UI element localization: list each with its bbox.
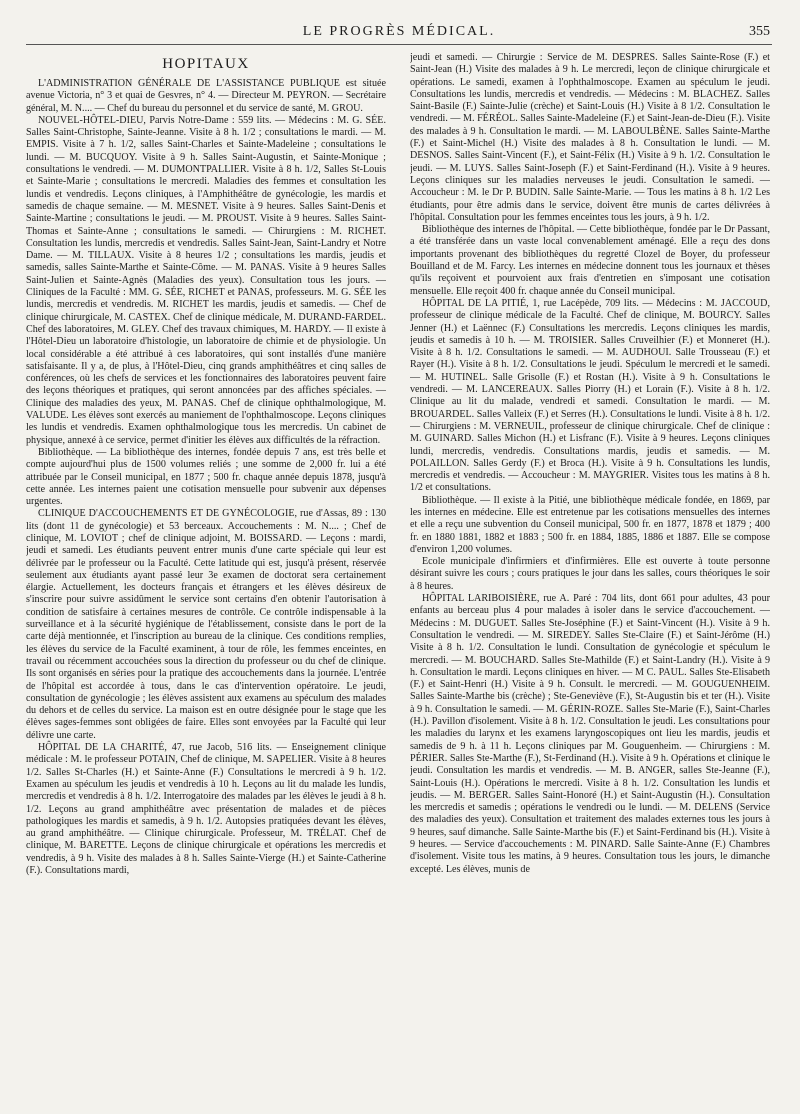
left-column bbox=[26, 52, 386, 1104]
journal-title: LE PROGRÈS MÉDICAL. bbox=[302, 24, 496, 39]
right-column bbox=[410, 52, 770, 1104]
running-head bbox=[26, 22, 772, 45]
page-number: 355 bbox=[749, 24, 770, 39]
paragraph-hopital-charite: HÔPITAL DE LA CHARITÉ, 47, rue Jacob, 516 lits. — Enseignement clinique médicale : M. le professeur POTAIN, Chef de clinique, M. SAPELIER. Visite à 8 heures 1/2. Salles St-Charles (H.) et Sainte-Anne (F.) Consultations le mercredi à 9 h. 1/2. Examen au spéculum les jeudis et vendredis à 10 h. Leçons au lit du malade les lundis, mercredis et vendredis à 8 h. 1/2. Interrogatoire des malades par les élèves le jeudi à 8 h. 1/2. Leçons au grand amphithéâtre avec présentation de malades et de pièces pathologiques les mardis et samedis, à 9 h. 1/2. Autopsies pratiquées devant les élèves, au grand amphithéâtre. — Clinique chirurgicale. Professeur, M. TRÉLAT. Chef de clinique, M. BARETTE. Leçons de clinique chirurgicale et opérations les mercredis et vendredis, à 9 h. Visite des malades à 8 h. Salles Sainte-Vierge (H.) et Sainte-Catherine (F.). Consultations mardi, bbox=[26, 742, 386, 876]
paragraph-hopital-lariboisiere: HÔPITAL LARIBOISIÈRE, rue A. Paré : 704 lits, dont 661 pour adultes, 43 pour enfants au berceau plus 4 pour malades à isoler dans le service d'accouchement. — Médecins : M. DUGUET. Salles Ste-Joséphine (F.) et Saint-Vincent (H.). Visite à 9 h. Consultation le vendredi. — M. SIREDEY. Salles Ste-Claire (F.) et Saint-Jérôme (H.) Visite à 8 h. 1/2. Consultation le lundi. Consultation de gynécologie et spéculum le mercredi. — M. BOUCHARD. Salles Ste-Mathilde (F.) et Saint-Landry (H.). Visite à 9 h. Consultation le mardi. Leçons cliniques en hiver. — M C. PAUL. Salles Ste-Elisabeth (F.) et Saint-Henri (H.) Visite à 9 h. Consult. le mercredi. — M. GOUGUENHEIM. Salles Sainte-Marthe bis (crèche) ; Ste-Geneviève (F.), St-Augustin bis et ter (H.). Visite à 9 h. Consultation le samedi. — M. GÉRIN-ROZE. Salles Ste-Marie (F.), Saint-Charles (H.). Pavillon d'isolement. Visite à 8 h. 1/2. Consultation le jeudi. Les consultations pour les maladies du larynx et les examens laryngoscopiques ont lieu les mardis, jeudis et samedis de 9 h. à 11 h. Leçons cliniques par M. Gouguenheim. — Chirurgiens : M. PÉRIER. Salles Ste-Marthe (F.), St-Ferdinand (H.). Visite à 9 h. Opérations et clinique le jeudi. Consultation les mardis et vendredis. — M. B. ANGER, salles Ste-Jeanne (F.), Saint-Louis (H.). Opérations le mercredi. Visite à 8 h. 1/2. Consultation les lundis et jeudis. — M. BERGER. Salles Saint-Honoré (H.) et Saint-Augustin (H.). Consultation les mercredis et samedis ; opérations le vendredi ou le lundi. — M. DELENS (Service des maladies des yeux). Consultation et traitement des malades externes tous les jours à 9 heures, sauf dimanche. Salle Sainte-Marthe bis (F.) et Saint-Ferdinand bis (H.). Visite à 9 heures. — Service d'accouchements : M. PINARD. Salle Sainte-Anne (F.) Chambres d'isolement. Visite tous les matins, à 9 heures. Consultation tous les jours, le dimanche excepté. Les élèves, munis de bbox=[410, 593, 770, 875]
section-title: HOPITAUX bbox=[162, 56, 250, 72]
paragraph-charite-bibliotheque: Bibliothèque des internes de l'hôpital. — Cette bibliothèque, fondée par le Dr Passant, a été transférée dans un vaste local convenablement aménagé. Elle a reçu des dons importants provenant des bibliothèques du regretté Clozel de Boyer, du professeur Bouilland et de M. Farcy. Les internes en médecine donnent tous les journaux et thèses qu'ils reçoivent et pourvoient aux frais d'entretien en s'imposant une cotisation mensuelle. Elle reçoit 400 fr. chaque année du Conseil municipal. bbox=[410, 224, 770, 297]
paragraph-hotel-dieu: NOUVEL-HÔTEL-DIEU, Parvis Notre-Dame : 559 lits. — Médecins : M. G. SÉE. Salles Saint-Christophe, Sainte-Jeanne. Visite à 8 h. 1/2 ; consultations le mardi. — M. EMPIS. Visite à 7 h. 1/2, salles Saint-Charles et Sainte-Madeleine ; consultations le lundi. — M. BUCQUOY. Visite à 9 h. Salles Saint-Augustin, et Sainte-Monique ; consultations le vendredi. — M. DUMONTPALLIER. Visite à 8 h. 1/2, Salles St-Louis et Sainte-Marie ; consultations le mercredi. Maladies des femmes et consultation les lundis et vendredis. Leçons cliniques, à l'Amphithéâtre de gynécologie, les mardis et samedis de chaque semaine. — M. MESNET. Visite à 9 heures. Salles Saint-Denis et Sainte-Martine ; consultations le jeudi. — M. PROUST. Visite à 9 heures. Salles Saint-Thomas et Sainte-Anne ; consultations le samedi. — Chirurgiens : M. RICHET. Consultation les lundis, mercredis et vendredis. Salles Saint-Jean, Saint-Landry et Notre Dame. — M. TILLAUX. Visite à 8 heures 1/2 ; consultations les mardis, jeudis et samedis, salles Sainte-Marthe et Sainte-Côme. — M. PANAS. Visite à 9 heures Salles Saint-Julien et Sainte-Agnès (Maladies des yeux). Consultation tous les jours. — Cliniques de la Faculté : MM. G. SÉE, RICHET et PANAS, professeurs. M. G. SÉE les lundis, mercredis et vendredis. M. RICHET les mardis, jeudis et samedis. — Chef de clinique chirurgicale, M. CASTEX. Chef de clinique médicale, M. DURAND-FARDEL. Chef des laboratoires, M. GLEY. Chef des travaux chimiques, M. HARDY. — Il existe à l'Hôtel-Dieu un laboratoire d'histologie, un laboratoire de chimie et de physiologie. Un local considérable a été attribué à ces laboratoires, qui sont installés d'une manière satisfaisante. Il y a, de plus, à l'Hôtel-Dieu, cinq grands amphithéâtres et cinq salles de conférences, où les chefs de services et les fonctionnaires des laboratoires peuvent faire des leçons théoriques et pratiques, qui seront annoncées par des affiches spéciales. — Clinique des maladies des yeux, M. PANAS. Chef de clinique ophthalmologique, M. VALUDE. Les élèves sont exercés au maniement de l'ophthalmoscope. Leçons cliniques les lundis et vendredis. Examen ophthalmologique tous les mercredis. Un cabinet de physique, annexé à ce service, permet d'initier les élèves aux difficultés de la réfraction. bbox=[26, 114, 386, 446]
paragraph-pitie-bibliotheque: Bibliothèque. — Il existe à la Pitié, une bibliothèque médicale fondée, en 1869, par les internes en médecine. Elle est entretenue par les cotisations mensuelles des internes et elle a reçu une subvention du Conseil municipal, 500 fr. en 1877, 1878 et 1879 ; 400 fr. en 1880 1881, 1882 et 1883 ; 500 fr. en 1884, 1885, 1886 et 1887. Elle se compose d'environ 1,200 volumes. bbox=[410, 494, 770, 555]
paragraph-ecole-infirmiers: Ecole municipale d'infirmiers et d'infirmières. Elle est ouverte à toute personne désirant suivre les cours ; cours pratiques le jour dans les salles, cours théoriques le soir à 8 heures. bbox=[410, 556, 770, 592]
paragraph-hopital-pitie: HÔPITAL DE LA PITIÉ, 1, rue Lacépède, 709 lits. — Médecins : M. JACCOUD, professeur de clinique médicale de la Faculté. Chef de clinique, M. BOURCY. Salles Jenner (H.) et Laënnec (F.) Consultations les mercredis. Leçons cliniques les mardis, jeudis et samedis à 10 h. — M. TROISIER. Salles Cruveilhier (F.) et Monneret (H.). Visite à 8 h. 1/2. Consultations le samedi. — M. AUDHOUI. Salle Trousseau (F.) et Rayer (H.). Visite à 8 h. 1/2. Consultations le jeudi. Spéculum le mercredi et le samedi. — M. HUTINEL. Salle Grisolle (F.) et Rostan (H.). Visite à 9 h. Consultations le vendredi. — M. LANCEREAUX. Salles Piorry (H.) et Lorain (F.). Visite à 8 h. 1/2. Clinique au lit du malade, vendredi et samedi. Consultation le mardi. — M. BROUARDEL. Salles Valleix (F.) et Serres (H.). Consultations le lundi. Visite à 8 h. 1/2. — Chirurgiens : M. VERNEUIL, professeur de clinique chirurgicale. Chef de clinique : M. GUINARD. Salles Michon (H.) et Lisfranc (F.). Visite à 9 heures. Leçons cliniques lundi, mercredis, vendredis. Consultations mardis, jeudis et samedis. — M. POLAILLON. Salles Gerdy (F.) et Broca (H.). Visite à 9 h. Consultations les lundis, mercredis et vendredis. — Accoucheur : M. MAYGRIER. Visites tous les matins à 8 h. 1/2 et consultations. bbox=[410, 297, 770, 494]
paragraph-hotel-dieu-bibliotheque: Bibliothèque. — La bibliothèque des internes, fondée depuis 7 ans, est très belle et compte aujourd'hui plus de 1500 volumes reliés ; une somme de 2,000 fr. lui a été attribuée par le Conseil municipal, en 1877 ; 500 fr. chaque année depuis 1878, jusqu'à cette année. Les internes paient une cotisation mensuelle pour subvenir aux dépenses urgentes. bbox=[26, 446, 386, 508]
paragraph-charite-continued: jeudi et samedi. — Chirurgie : Service de M. DESPRÉS. Salles Sainte-Rose (F.) et Saint-Jean (H.) Visite des malades à 9 h. Le mercredi, leçon de clinique chirurgicale et opérations. Le samedi, examen à l'ophthalmoscope. Examen au spéculum le jeudi. Consultations les lundis, mercredis et vendredis. — Médecins : M. BLACHEZ. Salles Saint-Basile (F.) Sainte-Julie (crèche) et Saint-Louis (H.) Visite à 8 1/2. Consultation le vendredi. — M. FÉRÉOL. Salles Sainte-Madeleine (F.) et Saint-Jean-de-Dieu (F.). Visite des malades à 9 h. Consultation le mardi. — M. LABOULBÈNE. Salles Sainte-Marthe (F.) et Saint-Michel (H.) Visite des malades à 8 h. Consultation le lundi. — M. DESNOS. Salles Saint-Vincent (F.), et Saint-Félix (H.) Visite à 9 h. 1/2. Consultation le jeudi. — M. LUYS. Salles Saint-Joseph (F.) et Saint-Ferdinand (H.). Visite à 9 heures. Leçons cliniques sur les maladies nerveuses le jeudi. Consultation le samedi. — Accoucheur : M. le Dr P. BUDIN. Salle Sainte-Marie. — Tous les matins à 8 h. 1/2 Les étudiants, pour être admis dans le service, doivent être munis de cartes délivrées à l'hôpital. Consultation pour les femmes enceintes tous les jours, à 9 h. 1/2. bbox=[410, 52, 770, 223]
paragraph-assistance-publique: L'ADMINISTRATION GÉNÉRALE DE L'ASSISTANCE PUBLIQUE est située avenue Victoria, n° 3 et quai de Gesvres, n° 4. — Directeur M. PEYRON. — Secrétaire général, M. N.... — Chef du bureau du personnel et du service de santé, M. GROU. bbox=[26, 78, 386, 114]
paragraph-clinique-accouchements: CLINIQUE D'ACCOUCHEMENTS ET DE GYNÉCOLOGIE, rue d'Assas, 89 : 130 lits (dont 11 de gynécologie) et 53 berceaux. Accouchements : M. N.... ; Chef de clinique, M. LOVIOT ; chef de clinique adjoint, M. BOISSARD. — Leçons : mardi, jeudi et samedi. Les étudiants peuvent entrer munis d'une carte spéciale qui leur est délivrée par le professeur ou la Faculté. Cette latitude qui est, jusqu'à présent, réservée seulement aux étudiants ayant passé leur 3e examen de doctorat sera certainement élargie. Actuellement, les docteurs français et étrangers et les élèves désireux de s'inscrire pour suivre assidûment le service sont certains d'en obtenir l'autorisation à condition de satisfaire à certaines mesures de contrôle. Ce contrôle indispensable à la surveillance et à la sécurité hygiénique de l'établissement, consiste dans le port de la carte déjà mentionnée, et l'inscription au bureau de la clinique. Ces conditions remplies, les élèves du service de la Faculté examinent, à tour de rôle, les femmes enceintes, en travail ou récemment accouchées sous la direction du professeur ou du chef de clinique. Ils sont organisés en séries pour la pratique des accouchements dans la journée. L'entrée de l'hôpital est accordée à tous, dans le cas d'intervention opératoire. Le jeudi, consultation de gynécologie ; les élèves assistent aux examens au spéculum des malades du dehors et de celles du service. La maison est en outre désignée pour le stage que les élèves sages-femmes sont obligées de faire. Elles sont envoyées par la Faculté qui leur délivre une carte. bbox=[26, 508, 386, 741]
